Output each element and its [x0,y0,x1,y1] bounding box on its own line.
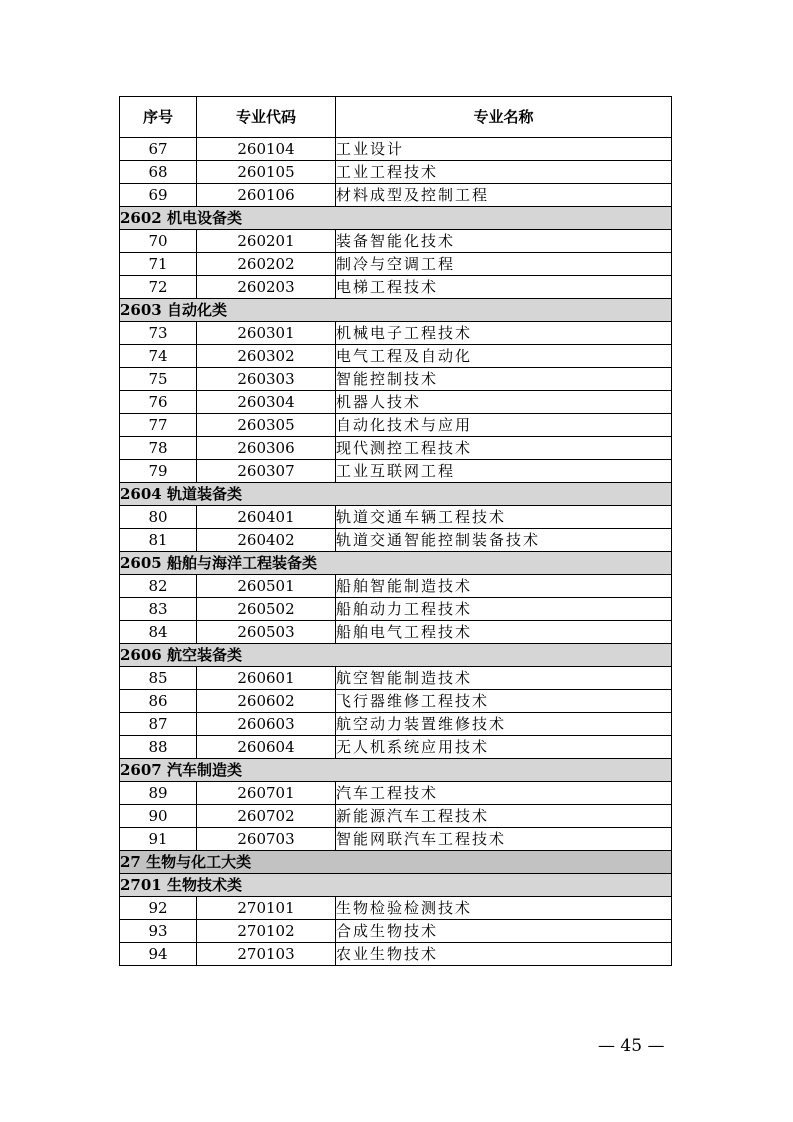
major-name-cell: 航空智能制造技术 [336,667,672,690]
major-name-cell: 材料成型及控制工程 [336,184,672,207]
serial-number-cell: 73 [120,322,197,345]
table-row [120,782,672,805]
category-label: 2603 自动化类 [120,299,672,322]
table-header-row [120,97,672,138]
major-code-cell: 260402 [197,529,336,552]
table-row [120,161,672,184]
serial-number-cell: 76 [120,391,197,414]
major-name-cell: 船舶智能制造技术 [336,575,672,598]
major-code-cell: 260301 [197,322,336,345]
table-row [120,184,672,207]
table-row [120,736,672,759]
serial-number-cell: 91 [120,828,197,851]
major-code-cell: 260503 [197,621,336,644]
category-label: 2607 汽车制造类 [120,759,672,782]
header-major-name: 专业名称 [336,97,672,138]
table-row [120,414,672,437]
serial-number-cell: 89 [120,782,197,805]
category-row [120,874,672,897]
serial-number-cell: 67 [120,138,197,161]
category-row [120,299,672,322]
major-name-cell: 现代测控工程技术 [336,437,672,460]
major-name-cell: 自动化技术与应用 [336,414,672,437]
major-name-cell: 装备智能化技术 [336,230,672,253]
major-name-cell: 农业生物技术 [336,943,672,966]
major-name-cell: 生物检验检测技术 [336,897,672,920]
table-row [120,437,672,460]
major-code-cell: 260106 [197,184,336,207]
table-row [120,322,672,345]
major-name-cell: 电梯工程技术 [336,276,672,299]
table-row [120,690,672,713]
table-row [120,276,672,299]
table-row [120,920,672,943]
major-code-cell: 260603 [197,713,336,736]
serial-number-cell: 93 [120,920,197,943]
major-code-cell: 260304 [197,391,336,414]
table-row [120,368,672,391]
major-name-cell: 智能控制技术 [336,368,672,391]
major-code-cell: 260306 [197,437,336,460]
table-row [120,138,672,161]
table-row [120,529,672,552]
major-name-cell: 机械电子工程技术 [336,322,672,345]
major-code-cell: 270102 [197,920,336,943]
major-code-cell: 260703 [197,828,336,851]
major-code-cell: 260307 [197,460,336,483]
table-row [120,460,672,483]
serial-number-cell: 75 [120,368,197,391]
table-row [120,391,672,414]
serial-number-cell: 85 [120,667,197,690]
category-label: 2604 轨道装备类 [120,483,672,506]
major-name-cell: 智能网联汽车工程技术 [336,828,672,851]
serial-number-cell: 77 [120,414,197,437]
category-row [120,759,672,782]
major-name-cell: 工业互联网工程 [336,460,672,483]
major-name-cell: 新能源汽车工程技术 [336,805,672,828]
category-label: 2606 航空装备类 [120,644,672,667]
table-row [120,667,672,690]
table-row [120,598,672,621]
table-row [120,828,672,851]
table-row [120,621,672,644]
header-major-code: 专业代码 [197,97,336,138]
major-code-cell: 260602 [197,690,336,713]
serial-number-cell: 88 [120,736,197,759]
major-code-cell: 260203 [197,276,336,299]
major-code-cell: 260305 [197,414,336,437]
major-code-cell: 260105 [197,161,336,184]
category-label: 2602 机电设备类 [120,207,672,230]
category-row [120,552,672,575]
serial-number-cell: 68 [120,161,197,184]
major-name-cell: 轨道交通智能控制装备技术 [336,529,672,552]
table-row [120,805,672,828]
major-table [119,96,672,966]
serial-number-cell: 84 [120,621,197,644]
category-label: 2701 生物技术类 [120,874,672,897]
serial-number-cell: 78 [120,437,197,460]
category-label: 2605 船舶与海洋工程装备类 [120,552,672,575]
table-body [120,138,672,966]
serial-number-cell: 80 [120,506,197,529]
major-name-cell: 电气工程及自动化 [336,345,672,368]
table-row [120,230,672,253]
major-code-cell: 260702 [197,805,336,828]
serial-number-cell: 83 [120,598,197,621]
major-code-cell: 260604 [197,736,336,759]
major-code-cell: 260104 [197,138,336,161]
serial-number-cell: 82 [120,575,197,598]
page-number: — 45 — [598,1036,665,1056]
major-code-cell: 260302 [197,345,336,368]
major-name-cell: 工业设计 [336,138,672,161]
serial-number-cell: 81 [120,529,197,552]
serial-number-cell: 86 [120,690,197,713]
serial-number-cell: 70 [120,230,197,253]
major-code-cell: 260202 [197,253,336,276]
major-name-cell: 制冷与空调工程 [336,253,672,276]
table-row [120,897,672,920]
major-group-label: 27 生物与化工大类 [120,851,672,874]
serial-number-cell: 90 [120,805,197,828]
table-row [120,943,672,966]
major-name-cell: 船舶动力工程技术 [336,598,672,621]
major-code-cell: 260502 [197,598,336,621]
major-name-cell: 飞行器维修工程技术 [336,690,672,713]
serial-number-cell: 72 [120,276,197,299]
major-code-cell: 260601 [197,667,336,690]
serial-number-cell: 69 [120,184,197,207]
category-row [120,207,672,230]
category-row [120,644,672,667]
major-code-cell: 260701 [197,782,336,805]
serial-number-cell: 92 [120,897,197,920]
major-code-cell: 260303 [197,368,336,391]
major-code-cell: 260401 [197,506,336,529]
major-name-cell: 机器人技术 [336,391,672,414]
table-row [120,506,672,529]
table-row [120,345,672,368]
major-name-cell: 航空动力装置维修技术 [336,713,672,736]
serial-number-cell: 87 [120,713,197,736]
category-row [120,483,672,506]
serial-number-cell: 79 [120,460,197,483]
major-code-cell: 260501 [197,575,336,598]
serial-number-cell: 74 [120,345,197,368]
table-row [120,713,672,736]
major-name-cell: 无人机系统应用技术 [336,736,672,759]
table-row [120,253,672,276]
major-code-cell: 260201 [197,230,336,253]
major-name-cell: 轨道交通车辆工程技术 [336,506,672,529]
major-name-cell: 汽车工程技术 [336,782,672,805]
major-name-cell: 工业工程技术 [336,161,672,184]
major-code-cell: 270103 [197,943,336,966]
header-serial-number: 序号 [120,97,197,138]
serial-number-cell: 94 [120,943,197,966]
table-row [120,575,672,598]
serial-number-cell: 71 [120,253,197,276]
major-name-cell: 合成生物技术 [336,920,672,943]
major-name-cell: 船舶电气工程技术 [336,621,672,644]
major-group-row [120,851,672,874]
major-code-cell: 270101 [197,897,336,920]
